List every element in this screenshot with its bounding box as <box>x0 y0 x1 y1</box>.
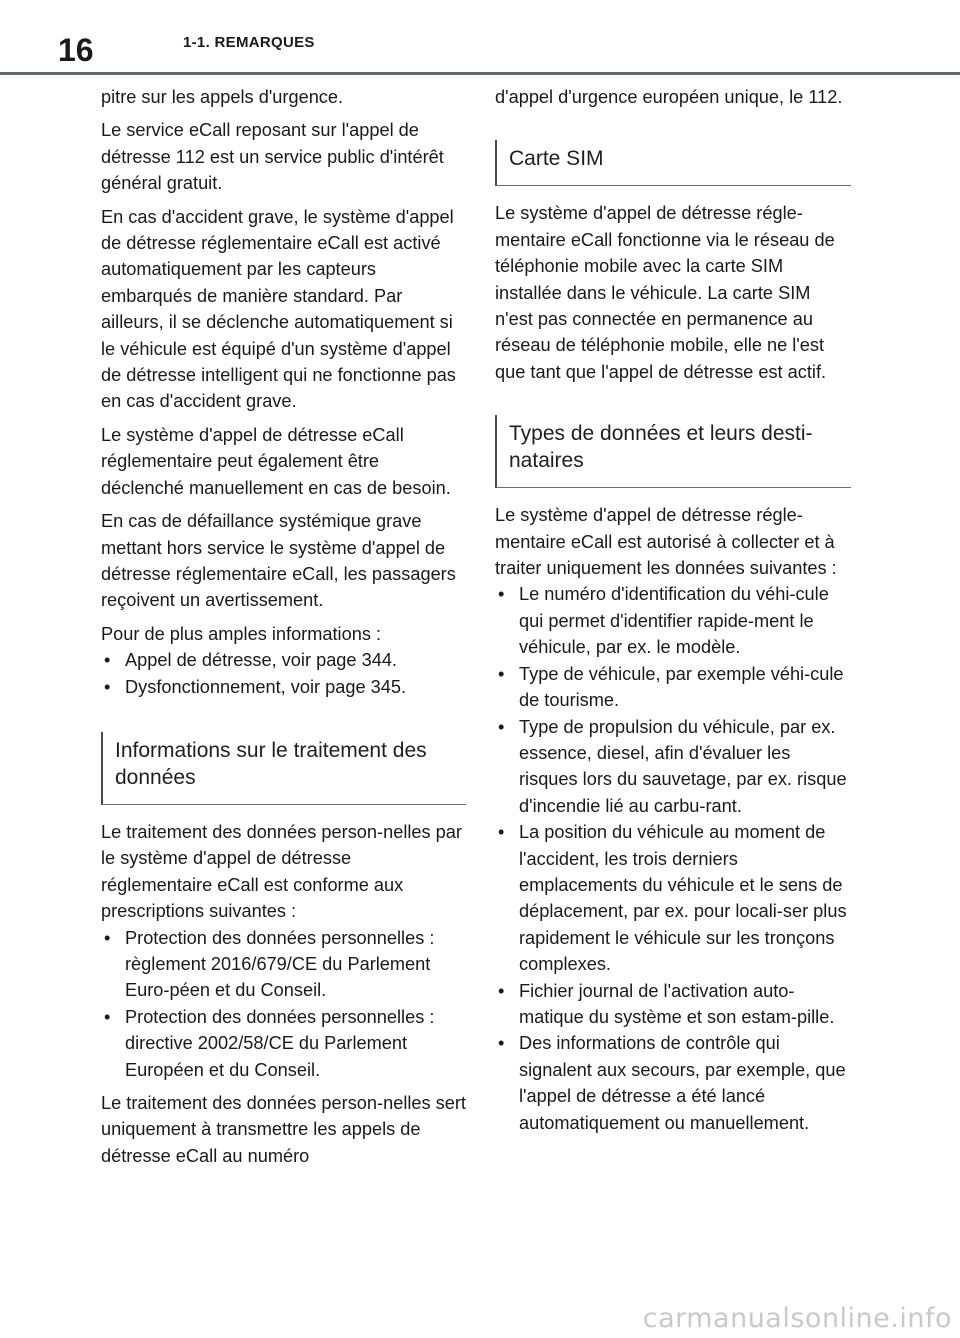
section-heading-sim-card: Carte SIM <box>495 140 851 186</box>
section-title: 1-1. REMARQUES <box>183 34 315 51</box>
paragraph: En cas de défaillance systémique grave mettant hors service le système d'appel de détresse réglementaire eCall, les passagers reçoivent un avertissement. <box>101 511 456 611</box>
paragraph: d'appel d'urgence européen unique, le 112. <box>495 87 843 107</box>
paragraph: Le traitement des données person-nelles par le système d'appel de détresse réglementaire eCall est conforme aux prescriptions suivantes : <box>101 821 462 922</box>
paragraph: En cas d'accident grave, le système d'appel de détresse réglementaire eCall est activé automatiquement par les capteurs embarqués de manière standard. Par ailleurs, il se déclenche automatiquement si le véhicule est équipé d'un système d'appel de détresse intelligent qui ne fonctionne pas en cas d'accident grave. <box>101 206 456 412</box>
list-item: • Appel de détresse, voir page 344. <box>101 647 466 673</box>
reference-list <box>101 647 466 700</box>
list-item: • Le numéro d'identification du véhi-cule qui permet d'identifier rapide-ment le véhicule, par ex. le modèle. <box>495 581 851 660</box>
right-column <box>495 84 851 1143</box>
paragraph: Le système d'appel de détresse régle-mentaire eCall est autorisé à collecter et à traiter uniquement les données suivantes : <box>495 505 837 579</box>
watermark: carmanualsonline.info <box>642 1303 952 1334</box>
paragraph: Pour de plus amples informations : <box>101 623 382 644</box>
paragraph: Le traitement des données person-nelles sert uniquement à transmettre les appels de détresse eCall au numéro <box>101 1093 466 1166</box>
list-item: • La position du véhicule au moment de l'accident, les trois derniers emplacements du véhicule et le sens de déplacement, par ex. pour locali-ser plus rapidement le véhicule sur les tronçons complexes. <box>495 819 851 977</box>
list-item: • Type de propulsion du véhicule, par ex. essence, diesel, afin d'évaluer les risques lors du sauvetage, par ex. risque d'incendie lié au carbu-rant. <box>495 714 851 820</box>
list-item: • Protection des données personnelles : règlement 2016/679/CE du Parlement Euro-péen et du Conseil. <box>101 925 466 1004</box>
list-item: • Fichier journal de l'activation auto-matique du système et son estam-pille. <box>495 978 851 1031</box>
paragraph: pitre sur les appels d'urgence. <box>101 87 344 107</box>
section-heading-data-types: Types de données et leurs desti-nataires <box>495 415 851 488</box>
paragraph: Le système d'appel de détresse eCall réglementaire peut également être déclenché manuellement en cas de besoin. <box>101 424 451 498</box>
data-types-list <box>495 581 851 1136</box>
page-number: 16 <box>58 32 94 68</box>
paragraph: Le service eCall reposant sur l'appel de détresse 112 est un service public d'intérêt général gratuit. <box>101 120 444 194</box>
section-heading-data-processing: Informations sur le traitement des données <box>101 732 466 805</box>
list-item: • Type de véhicule, par exemple véhi-cule de tourisme. <box>495 661 851 714</box>
paragraph: Le système d'appel de détresse régle-mentaire eCall fonctionne via le réseau de téléphonie mobile avec la carte SIM installée dans le véhicule. La carte SIM n'est pas connectée en permanence au réseau de téléphonie mobile, elle ne l'est que tant que l'appel de détresse est actif. <box>495 203 835 382</box>
header-rule <box>0 72 960 75</box>
list-item: • Dysfonctionnement, voir page 345. <box>101 674 466 700</box>
left-column <box>101 84 466 1176</box>
list-item: • Protection des données personnelles : directive 2002/58/CE du Parlement Européen et du Conseil. <box>101 1004 466 1083</box>
list-item: • Des informations de contrôle qui signalent aux secours, par exemple, que l'appel de détresse a été lancé automatiquement ou manuellement. <box>495 1030 851 1136</box>
regulation-list <box>101 925 466 1083</box>
